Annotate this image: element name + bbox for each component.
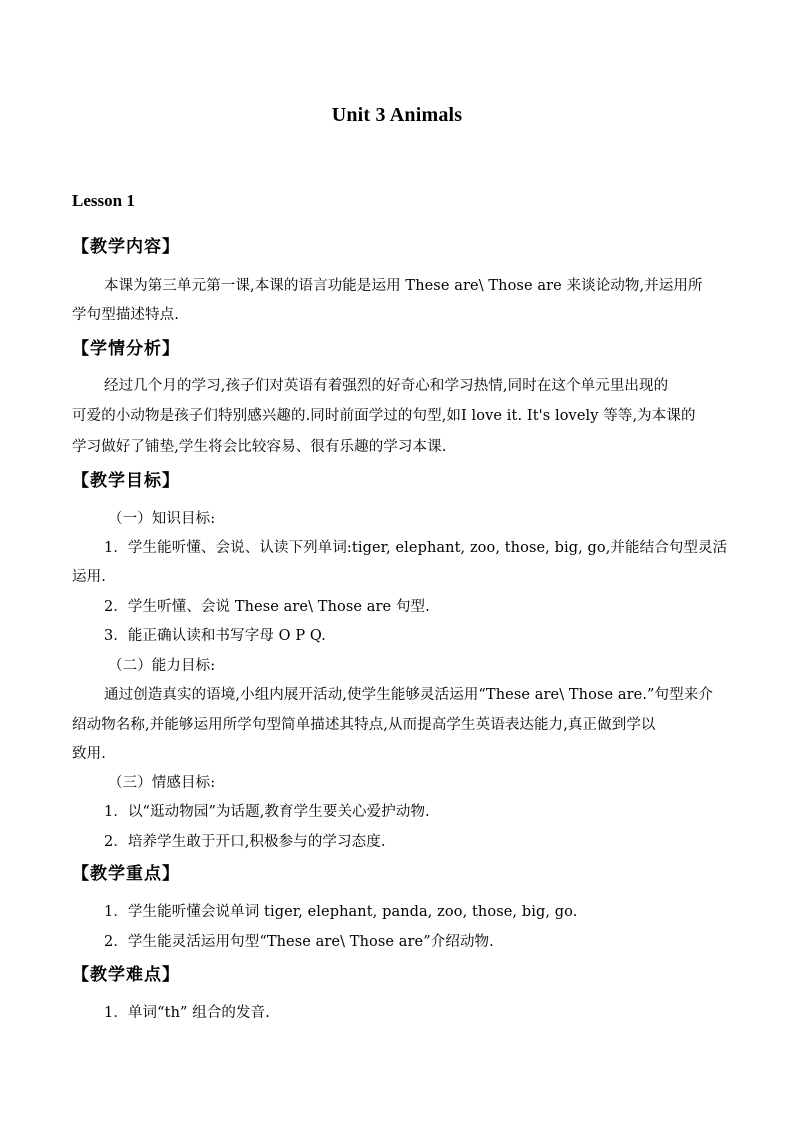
analysis-line-1: 经过几个月的学习,孩子们对英语有着强烈的好奇心和学习热情,同时在这个单元里出现的 [104,378,669,394]
section-heading-content: 【教学内容】 [72,237,180,257]
ability-goals-title: （二）能力目标: [108,658,216,674]
emotion-line-1: 1．以“逛动物园”为话题,教育学生要关心爱护动物. [104,804,430,820]
analysis-line-3: 学习做好了铺垫,学生将会比较容易、很有乐趣的学习本课. [72,439,447,455]
document-title: Unit 3 Animals [331,104,463,126]
ability-line-2: 绍动物名称,并能够运用所学句型简单描述其特点,从而提高学生英语表达能力,真正做到学以 [72,717,656,733]
key-points-line-2: 2．学生能灵活运用句型“These are\ Those are”介绍动物. [104,934,494,950]
emotion-goals-title: （三）情感目标: [108,775,216,791]
section-heading-analysis: 【学情分析】 [72,339,180,359]
key-points-line-1: 1．学生能听懂会说单词 tiger, elephant, panda, zoo, those, big, go. [104,904,578,920]
section-heading-key-points: 【教学重点】 [72,864,180,884]
difficulties-line-1: 1．单词“th” 组合的发音. [104,1005,270,1021]
knowledge-line-2: 运用. [72,569,106,585]
content-line-2: 学句型描述特点. [72,307,179,323]
section-heading-goals: 【教学目标】 [72,471,180,491]
section-heading-difficulties: 【教学难点】 [72,965,180,985]
ability-line-3: 致用. [72,746,106,762]
content-line-1: 本课为第三单元第一课,本课的语言功能是运用 These are\ Those are 来谈论动物,并运用所 [104,278,703,294]
emotion-line-2: 2．培养学生敢于开口,积极参与的学习态度. [104,834,386,850]
knowledge-line-3: 2．学生听懂、会说 These are\ Those are 句型. [104,599,430,615]
ability-line-1: 通过创造真实的语境,小组内展开活动,使学生能够灵活运用“These are\ Those are.”句型来介 [104,687,713,703]
lesson-label: Lesson 1 [72,191,135,210]
knowledge-line-4: 3．能正确认读和书写字母 O P Q. [104,628,326,644]
analysis-line-2: 可爱的小动物是孩子们特别感兴趣的.同时前面学过的句型,如I love it. It's lovely 等等,为本课的 [72,408,696,424]
knowledge-line-1: 1．学生能听懂、会说、认读下列单词:tiger, elephant, zoo, those, big, go,并能结合句型灵活 [104,540,728,556]
knowledge-goals-title: （一）知识目标: [108,511,216,527]
